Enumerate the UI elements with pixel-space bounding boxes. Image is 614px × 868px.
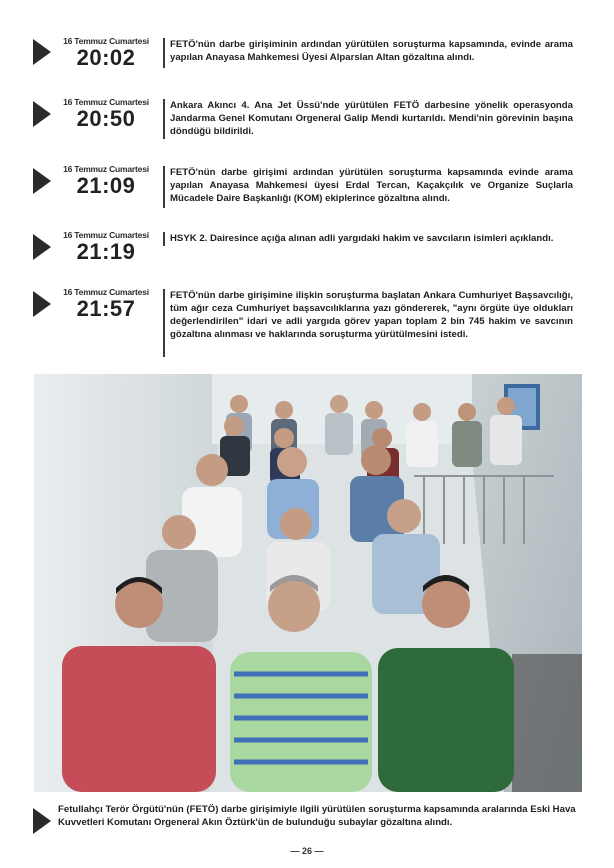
caption-arrow-icon bbox=[33, 808, 51, 834]
divider bbox=[163, 99, 165, 139]
entry-date: 16 Temmuz Cumartesi bbox=[63, 36, 149, 46]
photo-caption: Fetullahçı Terör Örgütü'nün (FETÖ) darbe girişimiyle ilgili yürütülen soruşturma kapsamında aralarında Eski Hava Kuvvetleri Komutanı Orgeneral Akın Öztürk'ün de bulunduğu subaylar gözaltına alındı. bbox=[58, 804, 576, 828]
entry-date: 16 Temmuz Cumartesi bbox=[63, 164, 149, 174]
entry-text: FETÖ'nün darbe girişimine ilişkin soruşturma başlatan Ankara Cumhuriyet Başsavcılığı, tüm ağır ceza Cumhuriyet başsavcılıklarına yazı göndererek, "aynı örgüte üye oldukları değerlendirilen" idari ve adli yargıda görev yapan toplam 2 bin 745 hakim ve savcının gözaltına alınması ve haklarında soruşturma yürütülmesini istedi. bbox=[170, 290, 573, 340]
timestamp bbox=[56, 164, 156, 198]
timestamp bbox=[56, 287, 156, 321]
timeline-arrow-icon bbox=[33, 291, 51, 317]
entry-time: 20:02 bbox=[76, 45, 136, 70]
timeline-arrow-icon bbox=[33, 39, 51, 65]
entry-date: 16 Temmuz Cumartesi bbox=[63, 97, 149, 107]
entry-time: 21:57 bbox=[76, 296, 136, 321]
page-number: — 26 — bbox=[290, 846, 324, 856]
timestamp bbox=[56, 97, 156, 131]
entry-text: FETÖ'nün darbe girişiminin ardından yürütülen soruşturma kapsamında, evinde arama yapılan Anayasa Mahkemesi Üyesi Alparslan Altan gözaltına alındı. bbox=[170, 39, 573, 63]
entry-text: HSYK 2. Dairesince açığa alınan adli yargıdaki hakim ve savcıların isimleri açıklandı. bbox=[170, 233, 554, 244]
divider bbox=[163, 289, 165, 357]
divider bbox=[163, 232, 165, 246]
entry-time: 21:19 bbox=[76, 239, 136, 264]
divider bbox=[163, 166, 165, 208]
detained-officers-photo bbox=[34, 374, 582, 792]
entry-time: 21:09 bbox=[76, 173, 136, 198]
entry-text: FETÖ'nün darbe girişimi ardından yürütülen soruşturma kapsamında evinde arama yapılan Anayasa Mahkemesi üyesi Erdal Tercan, Kaçakçılık ve Organize Suçlarla Mücadele Daire Başkanlığı (KOM) ekiplerince gözaltına alındı. bbox=[170, 167, 573, 204]
entry-date: 16 Temmuz Cumartesi bbox=[63, 230, 149, 240]
entry-date: 16 Temmuz Cumartesi bbox=[63, 287, 149, 297]
timestamp bbox=[56, 36, 156, 70]
divider bbox=[163, 38, 165, 68]
entry-time: 20:50 bbox=[76, 106, 136, 131]
timeline-arrow-icon bbox=[33, 234, 51, 260]
timestamp bbox=[56, 230, 156, 264]
timeline-arrow-icon bbox=[33, 101, 51, 127]
entry-text: Ankara Akıncı 4. Ana Jet Üssü'nde yürütülen FETÖ darbesine yönelik operasyonda Jandarma Genel Komutanı Orgeneral Galip Mendi kurtarıldı. Mendi'nin görevinin başına döndüğü bildirildi. bbox=[170, 100, 573, 137]
timeline-arrow-icon bbox=[33, 168, 51, 194]
